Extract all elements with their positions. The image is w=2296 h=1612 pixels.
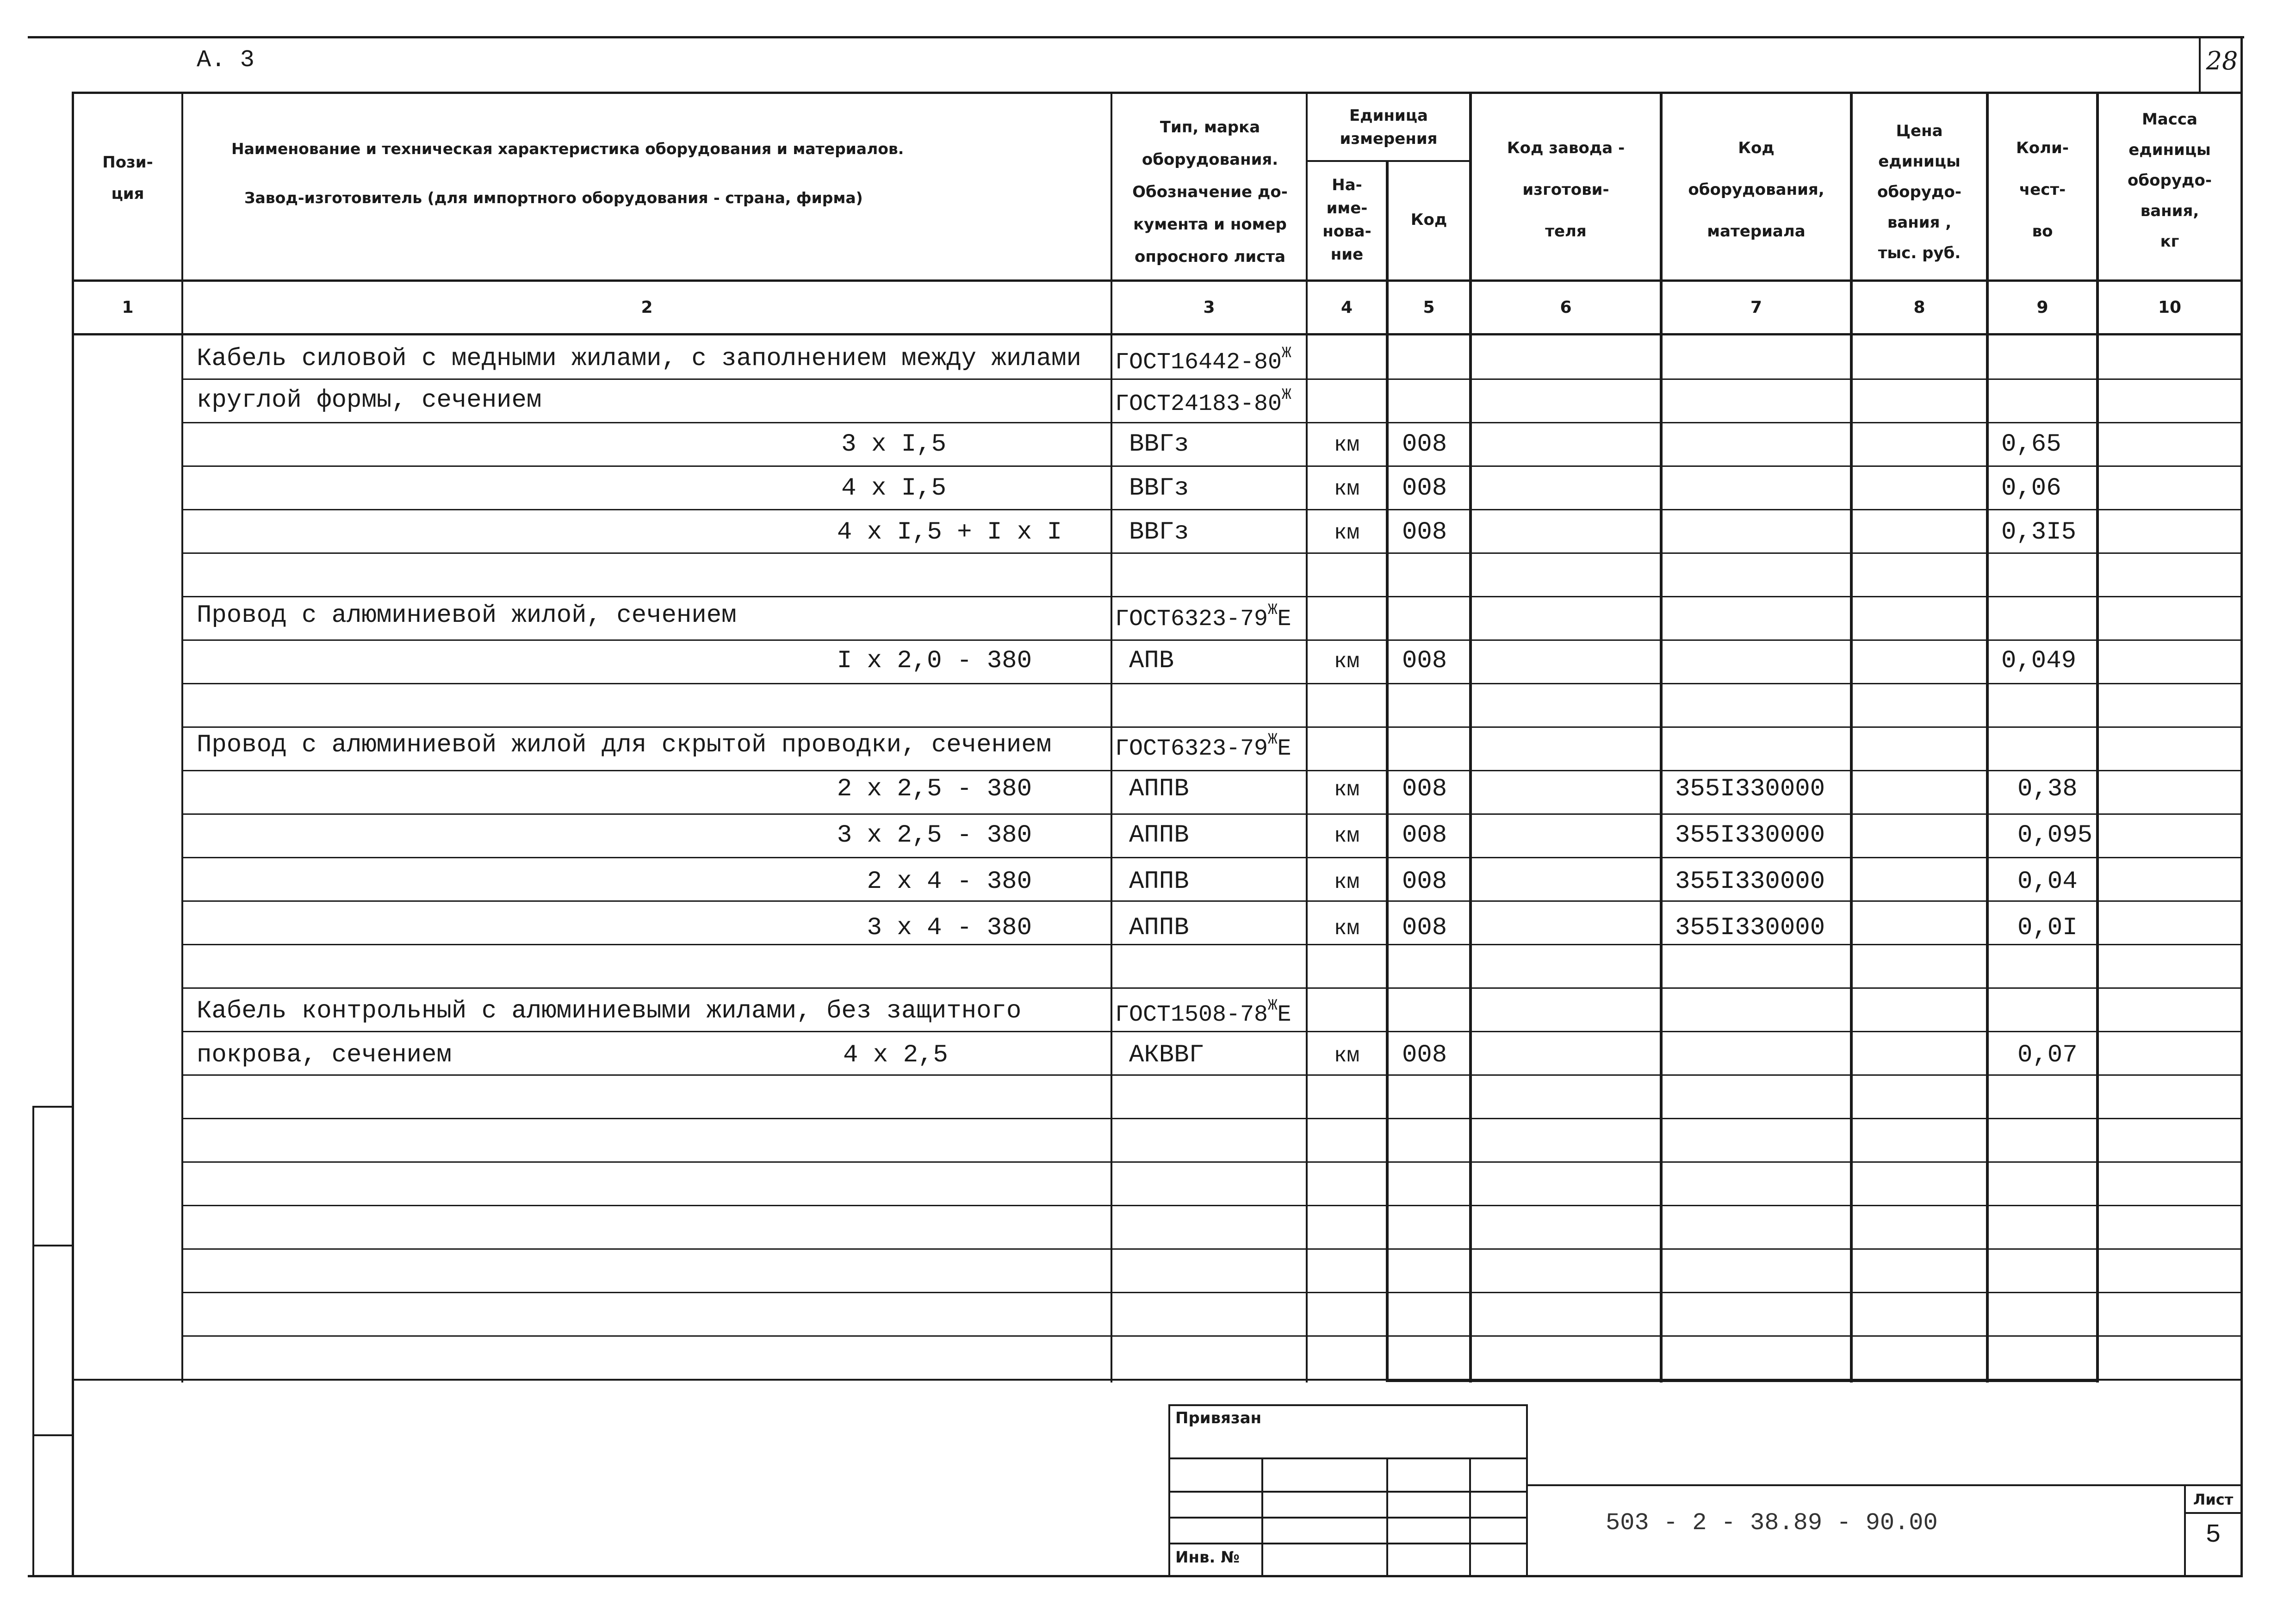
col-number-9: 9: [2036, 298, 2048, 317]
table-row-section: 3 x 4 - 380: [867, 914, 1032, 942]
table-row-type: АППВ: [1129, 775, 1189, 803]
table-row-section: 4 x I,5: [841, 474, 946, 502]
table-row-section: 3 x I,5: [841, 430, 946, 459]
page-number: 28: [2206, 46, 2238, 75]
table-row-section: 4 x I,5 + I x I: [837, 518, 1062, 546]
table-row-section: 2 x 4 - 380: [867, 868, 1032, 896]
table-row-unit: км: [1334, 778, 1360, 802]
table-row-code: 008: [1402, 914, 1447, 942]
table-row-material: 355I330000: [1675, 821, 1825, 849]
col-number-8: 8: [1913, 298, 1925, 317]
col-number-5: 5: [1423, 298, 1435, 317]
appendix-label: А. 3: [197, 46, 254, 74]
col-number-2: 2: [641, 298, 653, 317]
table-row-unit: км: [1334, 1044, 1360, 1068]
header-position: Пози- ция: [102, 153, 153, 203]
table-row-type: ВВГз: [1129, 430, 1189, 459]
table-row-section: I x 2,0 - 380: [837, 647, 1032, 675]
table-row-unit: км: [1334, 870, 1360, 894]
table-row-qty: 0,0I: [2017, 914, 2078, 942]
table-row-qty: 0,3I5: [2001, 518, 2077, 546]
table-row-doc: $ГОСТ6323-79^ЖЕ$: [1115, 731, 1291, 762]
table-row-material: 355I330000: [1675, 775, 1825, 803]
table-row-type: ВВГз: [1129, 474, 1189, 502]
table-row-code: 008: [1402, 1041, 1447, 1069]
header-unit-code: Код: [1410, 211, 1447, 229]
header-name-line2: Завод-изготовитель (для импортного оборудования - страна, фирма): [244, 189, 863, 207]
table-row-qty: 0,049: [2001, 647, 2077, 675]
table-row-qty: 0,07: [2017, 1041, 2078, 1069]
col-number-1: 1: [122, 298, 134, 317]
inventory-number-label: Инв. №: [1175, 1548, 1240, 1567]
table-row-material: 355I330000: [1675, 914, 1825, 942]
col-number-7: 7: [1750, 298, 1762, 317]
table-row-type: АППВ: [1129, 914, 1189, 942]
table-row-doc: $ГОСТ16442-80^Ж$: [1115, 345, 1291, 376]
table-row-unit: км: [1334, 521, 1360, 545]
table-row-name: Провод с алюминиевой жилой для скрытой проводки, сечением: [197, 731, 1052, 759]
table-row-code: 008: [1402, 518, 1447, 546]
table-row-type: АППВ: [1129, 868, 1189, 896]
table-row-code: 008: [1402, 474, 1447, 502]
header-plant-code: Код завода - изготови- теля: [1507, 138, 1625, 241]
table-row-type: АКВВГ: [1129, 1041, 1204, 1069]
table-row-doc: $ГОСТ24183-80^Ж$: [1115, 386, 1291, 417]
table-row-name: Кабель силовой с медными жилами, с заполнением между жилами: [197, 345, 1081, 373]
col-number-4: 4: [1340, 298, 1353, 317]
table-row-qty: 0,65: [2001, 430, 2061, 459]
table-row-unit: км: [1334, 477, 1360, 501]
table-row-name: круглой формы, сечением: [197, 386, 542, 415]
table-row-type: АПВ: [1129, 647, 1174, 675]
col-number-3: 3: [1203, 298, 1215, 317]
table-row-code: 008: [1402, 430, 1447, 459]
header-equipment-code: Код оборудования, материала: [1688, 138, 1824, 241]
table-row-section: 4 x 2,5: [843, 1041, 948, 1069]
table-row-code: 008: [1402, 868, 1447, 896]
col-number-10: 10: [2158, 298, 2182, 317]
table-row-name: покрова, сечением: [197, 1041, 452, 1069]
table-row-doc: $ГОСТ6323-79^ЖЕ$: [1115, 601, 1291, 632]
table-row-code: 008: [1402, 821, 1447, 849]
table-row-section: 3 x 2,5 - 380: [837, 821, 1032, 849]
table-row-qty: 0,06: [2001, 474, 2061, 502]
sheet-number: 5: [2205, 1520, 2221, 1550]
linked-label: Привязан: [1175, 1409, 1262, 1427]
table-row-type: АППВ: [1129, 821, 1189, 849]
table-row-unit: км: [1334, 650, 1360, 674]
table-row-type: ВВГз: [1129, 518, 1189, 546]
table-row-qty: 0,38: [2017, 775, 2078, 803]
table-row-unit: км: [1334, 433, 1360, 457]
header-type: Тип, марка оборудования. Обозначение до- кумента и номер опросного листа: [1132, 118, 1288, 266]
table-row-name: Кабель контрольный с алюминиевыми жилами, без защитного: [197, 997, 1022, 1025]
header-unit-name: На- име- нова- ние: [1322, 176, 1371, 264]
header-name-line1: Наименование и техническая характеристика оборудования и материалов.: [231, 140, 904, 158]
table-row-code: 008: [1402, 647, 1447, 675]
table-row-doc: $ГОСТ1508-78^ЖЕ$: [1115, 997, 1291, 1028]
table-row-unit: км: [1334, 917, 1360, 941]
table-row-code: 008: [1402, 775, 1447, 803]
header-mass: Масса единицы оборудо- вания, кг: [2128, 110, 2212, 251]
table-row-material: 355I330000: [1675, 868, 1825, 896]
table-row-name: Провод с алюминиевой жилой, сечением: [197, 601, 737, 630]
table-row-qty: 0,095: [2017, 821, 2093, 849]
sheet-label: Лист: [2193, 1491, 2234, 1508]
table-row-qty: 0,04: [2017, 868, 2078, 896]
header-price: Цена единицы оборудо- вания , тыс. руб.: [1877, 122, 1961, 262]
document-code: 503 - 2 - 38.89 - 90.00: [1606, 1509, 1938, 1537]
header-quantity: Коли- чест- во: [2016, 138, 2069, 241]
col-number-6: 6: [1560, 298, 1572, 317]
table-row-section: 2 x 2,5 - 380: [837, 775, 1032, 803]
table-row-unit: км: [1334, 824, 1360, 848]
header-unit-group: Единица измерения: [1340, 106, 1438, 148]
